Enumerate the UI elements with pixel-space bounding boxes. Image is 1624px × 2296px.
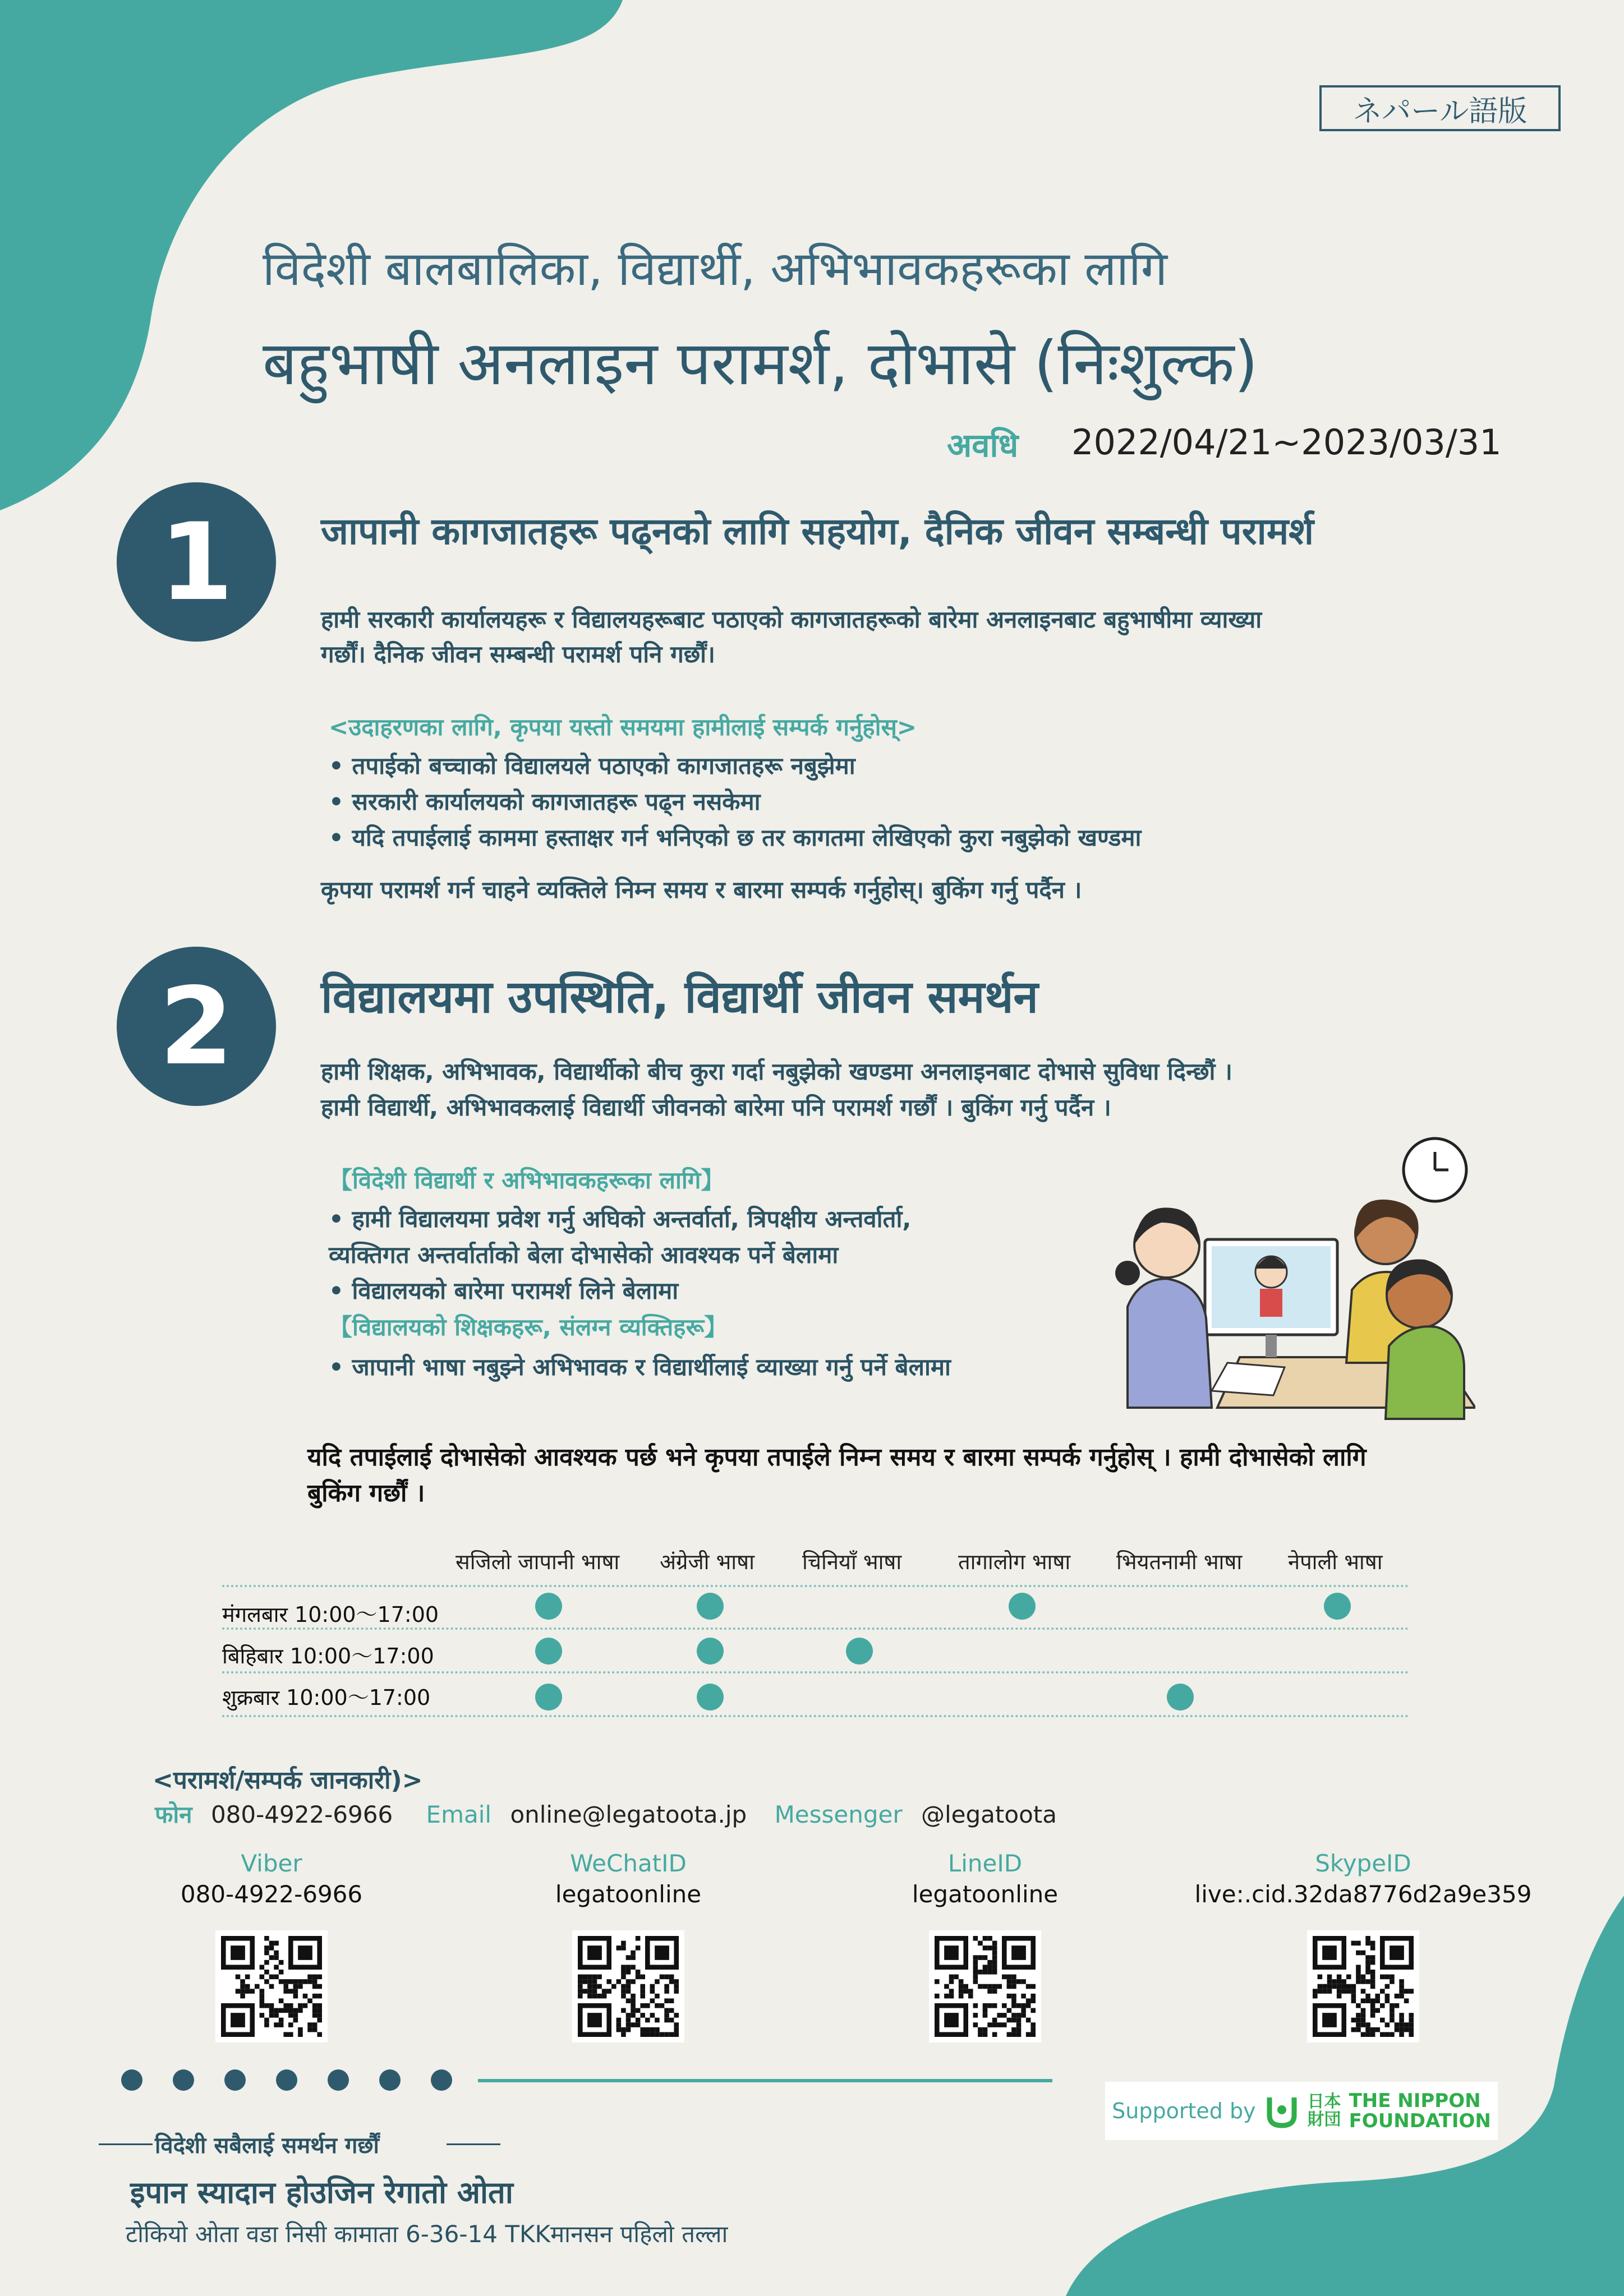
- organization-address: टोकियो ओता वडा निसी कामाता 6-36-14 TKKमानसन पहिलो तल्ला: [126, 2220, 728, 2248]
- row-label-tuesday: मंगलबार 10:00〜17:00: [222, 1602, 439, 1627]
- line-label: LineID: [947, 1850, 1023, 1877]
- supported-by-badge: [1105, 2082, 1498, 2140]
- nippon-foundation-logo-icon: [1264, 2093, 1300, 2129]
- section-1-example-1: • तपाईको बच्चाको विद्यालयले पठाएको कागजातहरू नबुझेमा: [329, 752, 855, 780]
- section-1-number: 1: [117, 482, 276, 642]
- section-2-group-2-item-1: • जापानी भाषा नबुझ्ने अभिभावक र विद्यार्थीलाई व्याख्या गर्नु पर्ने बेलामा: [329, 1353, 951, 1381]
- column-header-tagalog: तागालोग भाषा: [958, 1550, 1071, 1574]
- viber-contact: [159, 1850, 384, 2043]
- section-1-example-3: • यदि तपाईलाई काममा हस्ताक्षर गर्न भनिएको छ तर कागतमा लेखिएको कुरा नबुझेको खण्डमा: [329, 824, 1142, 851]
- wechat-value: legatoonline: [555, 1880, 702, 1908]
- section-2-group-1-item-3: • विद्यालयको बारेमा परामर्श लिने बेलामा: [329, 1277, 679, 1304]
- contact-heading: <परामर्श/सम्पर्क जानकारी)>: [153, 1766, 423, 1795]
- line-contact: [873, 1850, 1097, 2043]
- clock-icon: [1404, 1138, 1466, 1201]
- decor-line: [478, 2079, 1052, 2082]
- decor-dot: [379, 2069, 401, 2091]
- email-label: Email: [426, 1801, 492, 1828]
- section-2-group-1-title: 【विदेशी विद्यार्थी र अभिभावकहरूका लागि】: [329, 1167, 725, 1194]
- decor-dot: [121, 2069, 142, 2091]
- section-2-group-2-title: 【विद्यालयको शिक्षकहरू, संलग्न व्यक्तिहरू】: [329, 1313, 728, 1341]
- phone-value[interactable]: 080-4922-6966: [210, 1801, 393, 1828]
- period-value: 2022/04/21~2023/03/31: [1071, 422, 1502, 463]
- section-1-example-2: • सरकारी कार्यालयको कागजातहरू पढ्न नसकेमा: [329, 788, 761, 815]
- section-2-group-1-item-1: • हामी विद्यालयमा प्रवेश गर्नु अघिको अन्तर्वार्ता, त्रिपक्षीय अन्तर्वार्ता,: [329, 1205, 912, 1233]
- column-header-english: अंग्रेजी भाषा: [660, 1550, 755, 1574]
- decor-dot: [431, 2069, 452, 2091]
- contact-line: [155, 1798, 1057, 1830]
- wechat-qr-code[interactable]: [572, 1930, 684, 2043]
- viber-qr-code[interactable]: [215, 1930, 328, 2043]
- section-1-intro-2: गर्छौं। दैनिक जीवन सम्बन्धी परामर्श पनि गर्छौं।: [321, 640, 715, 668]
- skype-label: SkypeID: [1315, 1850, 1411, 1877]
- section-2-closing-1: यदि तपाईलाई दोभासेको आवश्यक पर्छ भने कृपया तपाईले निम्न समय र बारमा सम्पर्क गर्नुहोस् । हामी दोभासेको लागि: [307, 1443, 1367, 1472]
- section-1-closing: कृपया परामर्श गर्न चाहने व्यक्तिले निम्न समय र बारमा सम्पर्क गर्नुहोस्। बुकिंग गर्नु पर्दैन ।: [321, 876, 1082, 903]
- row-label-thursday: बिहिबार 10:00〜17:00: [222, 1644, 434, 1668]
- section-1-intro-1: हामी सरकारी कार्यालयहरू र विद्यालयहरूबाट पठाएको कागजातहरूको बारेमा अनलाइनबाट बहुभाषीमा व्याख्या: [321, 606, 1262, 633]
- messenger-value[interactable]: @legatoota: [921, 1801, 1057, 1828]
- page-subtitle: विदेशी बालबालिका, विद्यार्थी, अभिभावकहरूका लागि: [263, 241, 1167, 296]
- column-header-vietnamese: भियतनामी भाषा: [1116, 1550, 1243, 1574]
- messenger-label: Messenger: [774, 1801, 903, 1828]
- skype-contact: [1167, 1850, 1559, 2043]
- column-header-chinese: चिनियाँ भाषा: [802, 1550, 902, 1574]
- section-1-heading: जापानी कागजातहरू पढ्नको लागि सहयोग, दैनिक जीवन सम्बन्धी परामर्श: [321, 510, 1314, 553]
- section-2-heading: विद्यालयमा उपस्थिति, विद्यार्थी जीवन समर्थन: [321, 971, 1038, 1023]
- section-2-number: 2: [117, 947, 276, 1106]
- wechat-contact: [516, 1850, 740, 2043]
- section-2-intro-2: हामी विद्यार्थी, अभिभावकलाई विद्यार्थी जीवनको बारेमा पनि परामर्श गर्छौं । बुकिंग गर्नु पर्दैन ।: [321, 1094, 1111, 1121]
- period-label: अवधि: [947, 426, 1019, 464]
- skype-qr-code[interactable]: [1307, 1930, 1419, 2043]
- organization-name: इपान स्यादान होउजिन रेगातो ओता: [130, 2175, 513, 2210]
- nippon-kanji: 日本 財団: [1307, 2092, 1341, 2129]
- skype-value: live:.cid.32da8776d2a9e359: [1194, 1880, 1532, 1908]
- column-header-nepali: नेपाली भाषा: [1288, 1550, 1383, 1574]
- tagline-rule-left: [99, 2143, 153, 2145]
- decor-dot: [276, 2069, 297, 2091]
- phone-label: फोन: [155, 1801, 192, 1828]
- section-1-examples-title: <उदाहरणका लागि, कृपया यस्तो समयमा हामीलाई सम्पर्क गर्नुहोस्>: [329, 713, 917, 741]
- row-label-friday: शुक्रबार 10:00〜17:00: [222, 1685, 431, 1710]
- tagline-rule-right: [447, 2143, 500, 2145]
- footer-tagline: विदेशी सबैलाई समर्थन गर्छौं: [155, 2133, 379, 2159]
- nippon-foundation-name: THE NIPPON FOUNDATION: [1349, 2090, 1491, 2132]
- language-tag: ネパール語版: [1319, 85, 1561, 131]
- decor-dot: [328, 2069, 349, 2091]
- email-value[interactable]: online@legatoota.jp: [510, 1801, 747, 1828]
- page-title: बहुभाषी अनलाइन परामर्श, दोभासे (निःशुल्क): [263, 329, 1258, 399]
- supported-by-label: Supported by: [1112, 2099, 1256, 2123]
- line-qr-code[interactable]: [929, 1930, 1041, 2043]
- decor-dot: [173, 2069, 194, 2091]
- wechat-label: WeChatID: [570, 1850, 687, 1877]
- column-header-easy-japanese: सजिलो जापानी भाषा: [456, 1550, 620, 1574]
- viber-label: Viber: [241, 1850, 302, 1877]
- decor-dot: [224, 2069, 246, 2091]
- section-2-intro-1: हामी शिक्षक, अभिभावक, विद्यार्थीको बीच कुरा गर्दा नबुझेको खण्डमा अनलाइनबाट दोभासे सुविधा दिन्छौं ।: [321, 1058, 1232, 1085]
- viber-value: 080-4922-6966: [180, 1880, 363, 1908]
- consultation-illustration: [1105, 1127, 1475, 1430]
- section-2-group-1-item-2: व्यक्तिगत अन्तर्वार्ताको बेला दोभासेको आवश्यक पर्ने बेलामा: [329, 1241, 839, 1269]
- line-value: legatoonline: [912, 1880, 1059, 1908]
- section-2-closing-2: बुकिंग गर्छौं ।: [307, 1479, 425, 1507]
